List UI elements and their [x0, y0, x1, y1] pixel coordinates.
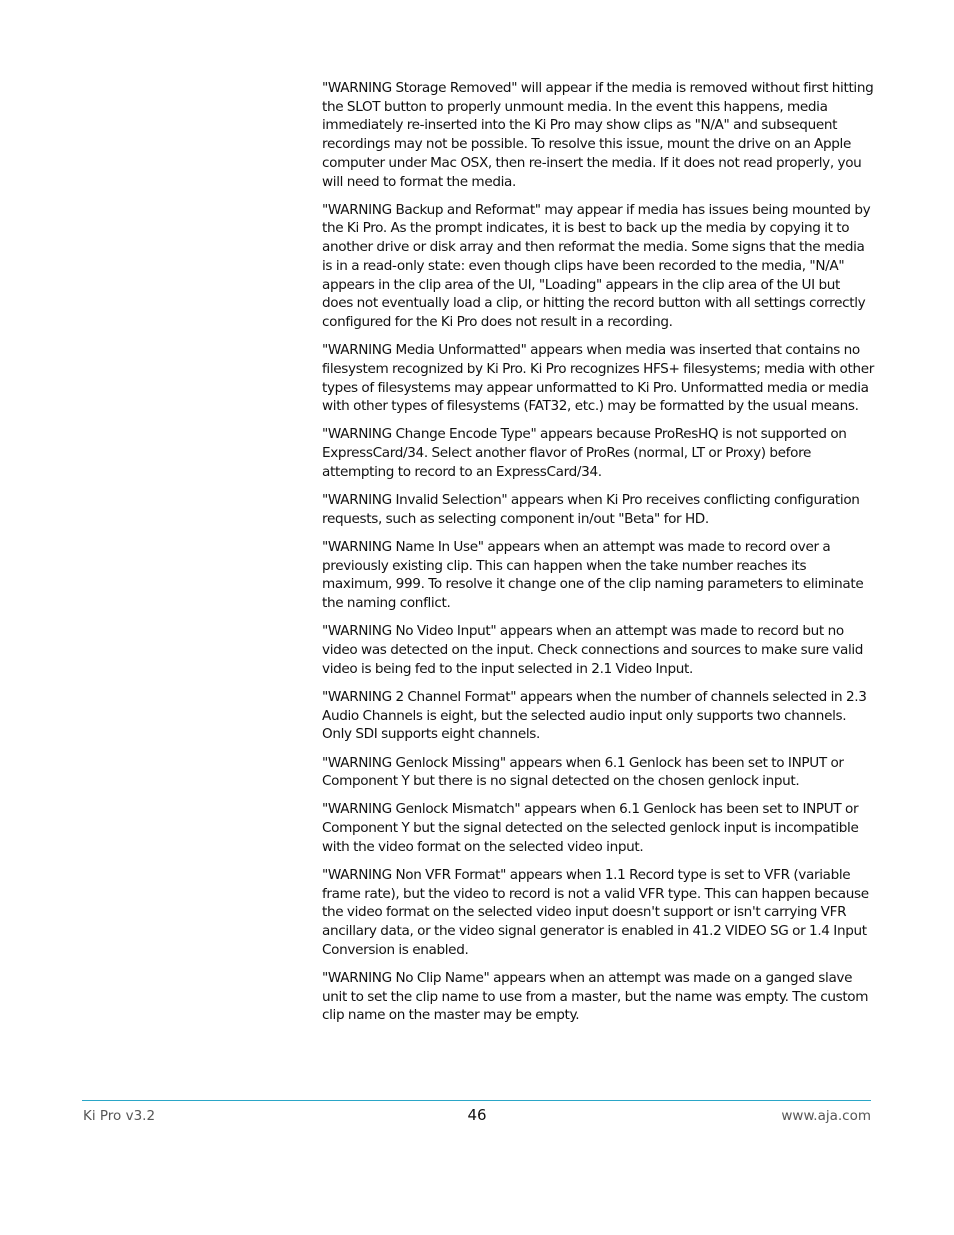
- page-number: 46: [467, 1106, 487, 1124]
- paragraph-non-vfr-format: "WARNING Non VFR Format" appears when 1.1 Record type is set to VFR (variable frame rate), but the video to record is not a valid VFR type. This can happen because the video format on the selected video input doesn't support or isn't carrying VFR ancillary data, or the video signal generator is enabled in 41.2 VIDEO SG or 1.4 Input Conversion is enabled.: [322, 867, 869, 958]
- paragraph-change-encode-type: "WARNING Change Encode Type" appears because ProResHQ is not supported on ExpressCard/34. Select another flavor of ProRes (normal, LT or Proxy) before attempting to record to an ExpressCard/34.: [322, 426, 847, 480]
- body-text: [322, 79, 874, 1035]
- paragraph-no-video-input: "WARNING No Video Input" appears when an attempt was made to record but no video was detected on the input. Check connections and sources to make sure valid video is being fed to the input selected in 2.1 Video Input.: [322, 623, 864, 677]
- paragraph-name-in-use: "WARNING Name In Use" appears when an attempt was made to record over a previously existing clip. This can happen when the take number reaches its maximum, 999. To resolve it change one of the clip naming parameters to eliminate the naming conflict.: [322, 538, 864, 612]
- footer-product-version: Ki Pro v3.2: [83, 1108, 156, 1124]
- paragraph-genlock-missing: "WARNING Genlock Missing" appears when 6.1 Genlock has been set to INPUT or Component Y but there is no signal detected on the chosen genlock input.: [322, 754, 844, 790]
- paragraph-no-clip-name: "WARNING No Clip Name" appears when an attempt was made on a ganged slave unit to set the clip name to use from a master, but the name was empty. The custom clip name on the master may be empty.: [322, 970, 869, 1024]
- paragraph-genlock-mismatch: "WARNING Genlock Mismatch" appears when 6.1 Genlock has been set to INPUT or Component Y but the signal detected on the selected genlock input is incompatible with the video format on the selected video input.: [322, 801, 859, 855]
- footer-divider: [82, 1100, 871, 1101]
- paragraph-backup-reformat: "WARNING Backup and Reformat" may appear if media has issues being mounted by the Ki Pro. As the prompt indicates, it is best to back up the media by copying it to another drive or disk array and then reformat the media. Some signs that the media is in a read-only state: even though clips have been recorded to the media, "N/A" appears in the clip area of the UI, "Loading" appears in the clip area of the UI but does not eventually load a clip, or hitting the record button with all settings correctly configured for the Ki Pro does not result in a recording.: [322, 201, 871, 330]
- footer-website: www.aja.com: [781, 1108, 871, 1124]
- paragraph-invalid-selection: "WARNING Invalid Selection" appears when Ki Pro receives conflicting configuration requests, such as selecting component in/out "Beta" for HD.: [322, 492, 860, 527]
- paragraph-storage-removed: "WARNING Storage Removed" will appear if the media is removed without first hitting the SLOT button to properly unmount media. In the event this happens, media immediately re-inserted into the Ki Pro may show clips as "N/A" and subsequent recordings may not be possible. To resolve this issue, mount the drive on an Apple computer under Mac OSX, then re-insert the media. If it does not read properly, you will need to format the media.: [322, 80, 874, 190]
- paragraph-2-channel-format: "WARNING 2 Channel Format" appears when the number of channels selected in 2.3 Audio Channels is eight, but the selected audio input only supports two channels. Only SDI supports eight channels.: [322, 688, 867, 743]
- paragraph-media-unformatted: "WARNING Media Unformatted" appears when media was inserted that contains no filesystem recognized by Ki Pro. Ki Pro recognizes HFS+ filesystems; media with other types of filesystems may appear unformatted to Ki Pro. Unformatted media or media with other types of filesystems (FAT32, etc.) may be formatted by the usual means.: [322, 342, 874, 415]
